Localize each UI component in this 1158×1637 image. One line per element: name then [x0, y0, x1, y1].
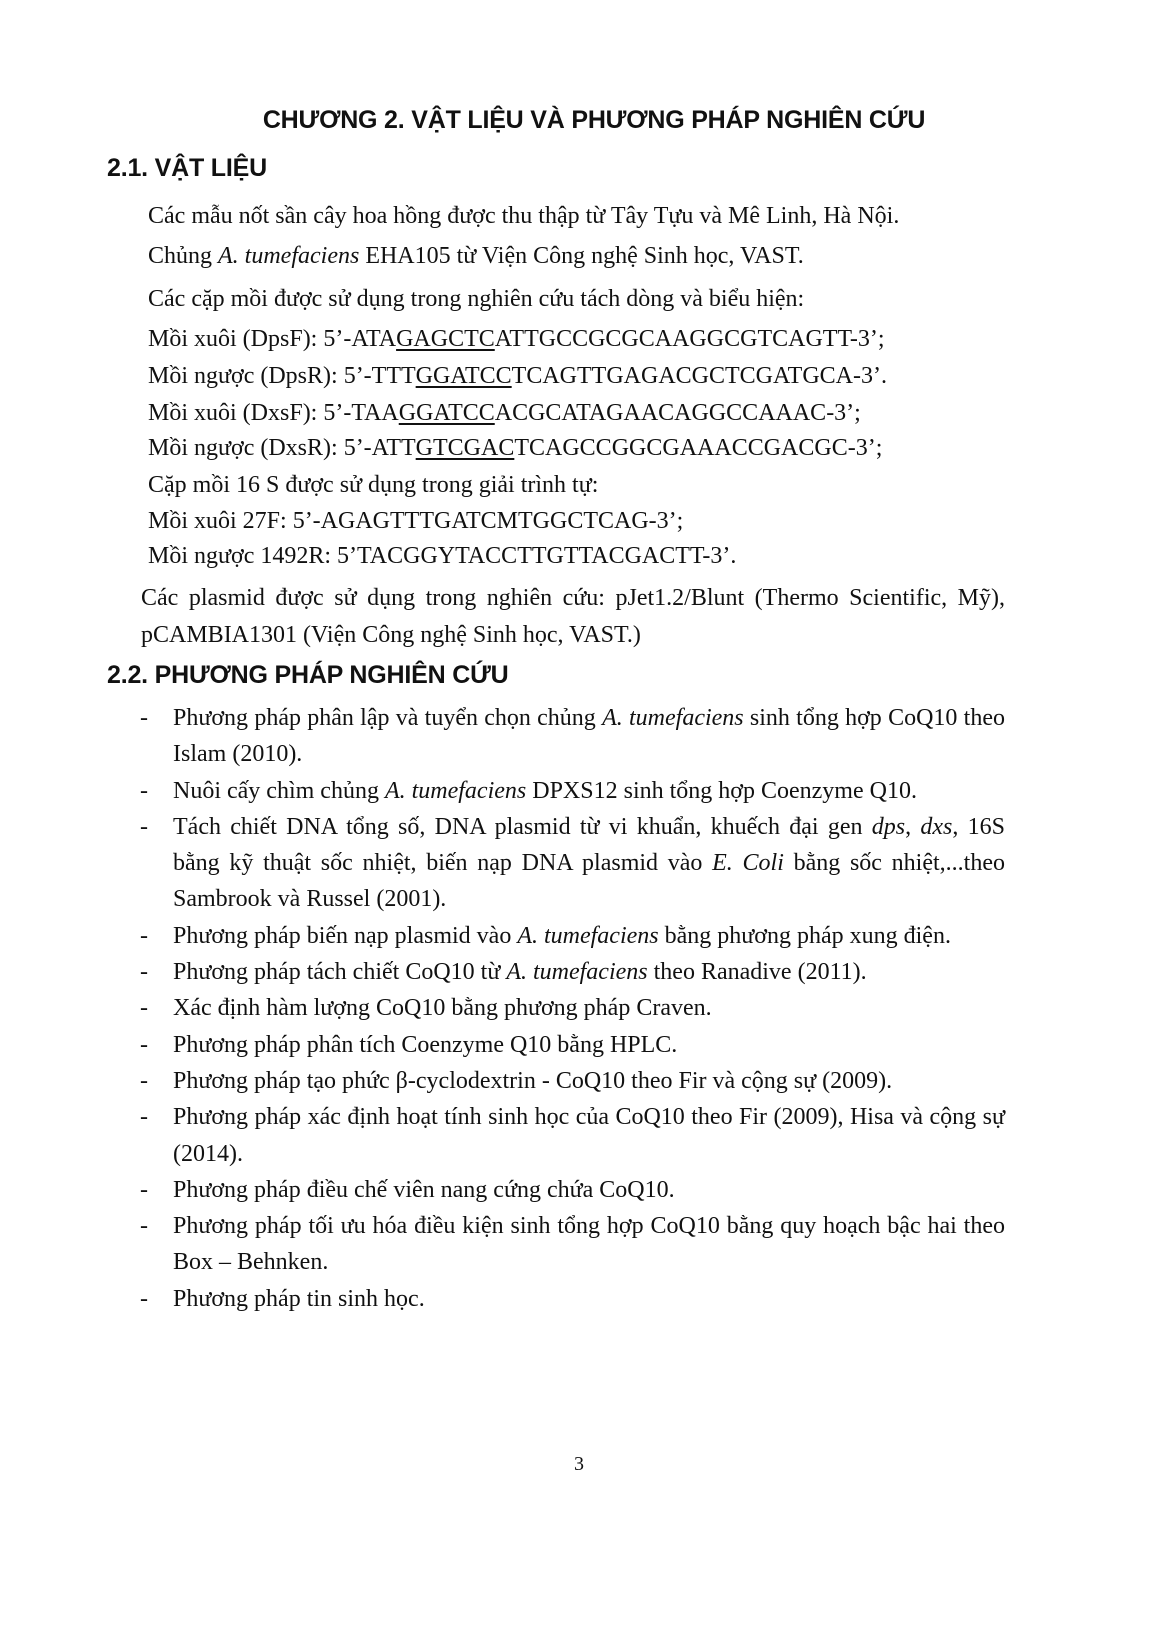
dash-bullet: - [140, 995, 148, 1022]
text: Phương pháp điều chế viên nang cứng chứa CoQ10. [173, 1176, 675, 1203]
section-heading-methods: 2.2. PHƯƠNG PHÁP NGHIÊN CỨU [107, 661, 509, 689]
text: theo Ranadive (2011). [647, 959, 867, 986]
page-number: 3 [574, 1453, 584, 1475]
species-name: A. tumefaciens [506, 959, 648, 986]
method-item [140, 990, 1005, 1026]
species-name: E. Coli [712, 850, 784, 877]
dash-bullet: - [140, 705, 148, 731]
text: Phương pháp phân lập và tuyển chọn chủng [173, 705, 603, 731]
dash-bullet: - [140, 1213, 148, 1240]
gene-name: dps [871, 813, 906, 840]
text: bằng phương pháp xung điện. [658, 922, 951, 949]
method-item [140, 1027, 1005, 1063]
strain-line [148, 241, 804, 271]
restriction-site: GTCGAC [415, 435, 515, 461]
method-item [140, 918, 1005, 954]
seq-primer-reverse: Mồi ngược 1492R: 5’TACGGYTACCTTGTTACGACTT-3’. [148, 543, 737, 569]
primer-sequence-rest: TCAGTTGAGACGCTCGATGCA-3’. [511, 363, 887, 389]
gene-name: dxs [920, 813, 953, 840]
seq-primer-forward: Mồi xuôi 27F: 5’-AGAGTTTGATCMTGGCTCAG-3’; [148, 508, 684, 534]
dash-bullet: - [140, 813, 148, 840]
primer-label: Mồi xuôi (DxsF): 5’-TAA [148, 400, 399, 426]
dash-bullet: - [140, 922, 148, 949]
species-name: A. tumefaciens [384, 777, 527, 804]
text: Phương pháp tạo phức β-cyclodextrin - CoQ10 theo Fir và cộng sự (2009). [173, 1067, 893, 1094]
primer-line [148, 361, 887, 391]
method-item [140, 1208, 1005, 1281]
text: , [905, 813, 921, 840]
text: Xác định hàm lượng CoQ10 bằng phương pháp Craven. [173, 995, 712, 1022]
restriction-site: GGATCC [398, 400, 495, 426]
seq-primer-intro: Cặp mồi 16 S được sử dụng trong giải trình tự: [148, 472, 599, 498]
sample-line: Các mẫu nốt sần cây hoa hồng được thu thập từ Tây Tựu và Mê Linh, Hà Nội. [148, 203, 900, 229]
dash-bullet: - [140, 777, 148, 804]
text: Phương pháp tách chiết CoQ10 từ [173, 959, 507, 986]
strain-suffix: EHA105 từ Viện Công nghệ Sinh học, VAST. [359, 243, 804, 269]
dash-bullet: - [140, 1285, 148, 1312]
method-item [140, 809, 1005, 918]
primer-line [148, 433, 882, 463]
section-heading-materials: 2.1. VẬT LIỆU [107, 154, 267, 182]
text: Phương pháp xác định hoạt tính sinh học của CoQ10 theo Fir (2009), Hisa và cộng sự (2014). [173, 1104, 1005, 1167]
species-name: A. tumefaciens [517, 922, 659, 949]
strain-prefix: Chủng [148, 243, 219, 269]
text: , 16S bằng kỹ thuật sốc nhiệt, biến nạp DNA plasmid vào [173, 813, 1005, 877]
plasmids-paragraph: Các plasmid được sử dụng trong nghiên cứu: pJet1.2/Blunt (Thermo Scientific, Mỹ), pCAMBIA1301 (Viện Công nghệ Sinh học, VAST.) [141, 585, 1005, 648]
method-item [140, 1099, 1005, 1172]
text: Phương pháp phân tích Coenzyme Q10 bằng HPLC. [173, 1031, 678, 1058]
method-item [140, 700, 1005, 773]
text: bằng sốc nhiệt,...theo Sambrook và Russel (2001). [173, 850, 1005, 913]
primer-line [148, 398, 861, 428]
method-item [140, 1172, 1005, 1208]
method-item [140, 1063, 1005, 1099]
text: Phương pháp tin sinh học. [173, 1285, 425, 1312]
text: DPXS12 sinh tổng hợp Coenzyme Q10. [526, 777, 917, 804]
dash-bullet: - [140, 1104, 148, 1131]
text: Tách chiết DNA tổng số, DNA plasmid từ vi khuẩn, khuếch đại gen [173, 813, 872, 840]
text: Phương pháp tối ưu hóa điều kiện sinh tổng hợp CoQ10 bằng quy hoạch bậc hai theo Box – Behnken. [173, 1213, 1005, 1276]
restriction-site: GAGCTC [396, 326, 495, 352]
primer-sequence-rest: TCAGCCGGCGAAACCGACGC-3’; [514, 435, 883, 461]
restriction-site: GGATCC [415, 363, 512, 389]
primer-intro: Các cặp mồi được sử dụng trong nghiên cứu tách dòng và biểu hiện: [148, 286, 805, 312]
species-name: A. tumefaciens [602, 705, 744, 731]
methods-list [140, 700, 1005, 1317]
primer-line [148, 324, 885, 354]
primer-label: Mồi ngược (DxsR): 5’-ATT [148, 435, 416, 461]
primer-label: Mồi ngược (DpsR): 5’-TTT [148, 363, 416, 389]
text: Nuôi cấy chìm chủng [173, 777, 385, 804]
method-item [140, 954, 1005, 990]
primer-sequence-rest: ACGCATAGAACAGGCCAAAC-3’; [494, 400, 861, 426]
primer-sequence-rest: ATTGCCGCGCAAGGCGTCAGTT-3’; [494, 326, 885, 352]
primer-label: Mồi xuôi (DpsF): 5’-ATA [148, 326, 397, 352]
method-item [140, 1281, 1005, 1317]
dash-bullet: - [140, 1031, 148, 1058]
dash-bullet: - [140, 959, 148, 986]
text: Phương pháp biến nạp plasmid vào [173, 922, 518, 949]
chapter-title: CHƯƠNG 2. VẬT LIỆU VÀ PHƯƠNG PHÁP NGHIÊN CỨU [262, 106, 926, 134]
species-name: A. tumefaciens [218, 243, 360, 269]
text: sinh tổng hợp CoQ10 theo Islam (2010). [173, 705, 1005, 768]
dash-bullet: - [140, 1067, 148, 1094]
method-item [140, 773, 1005, 809]
dash-bullet: - [140, 1176, 148, 1203]
